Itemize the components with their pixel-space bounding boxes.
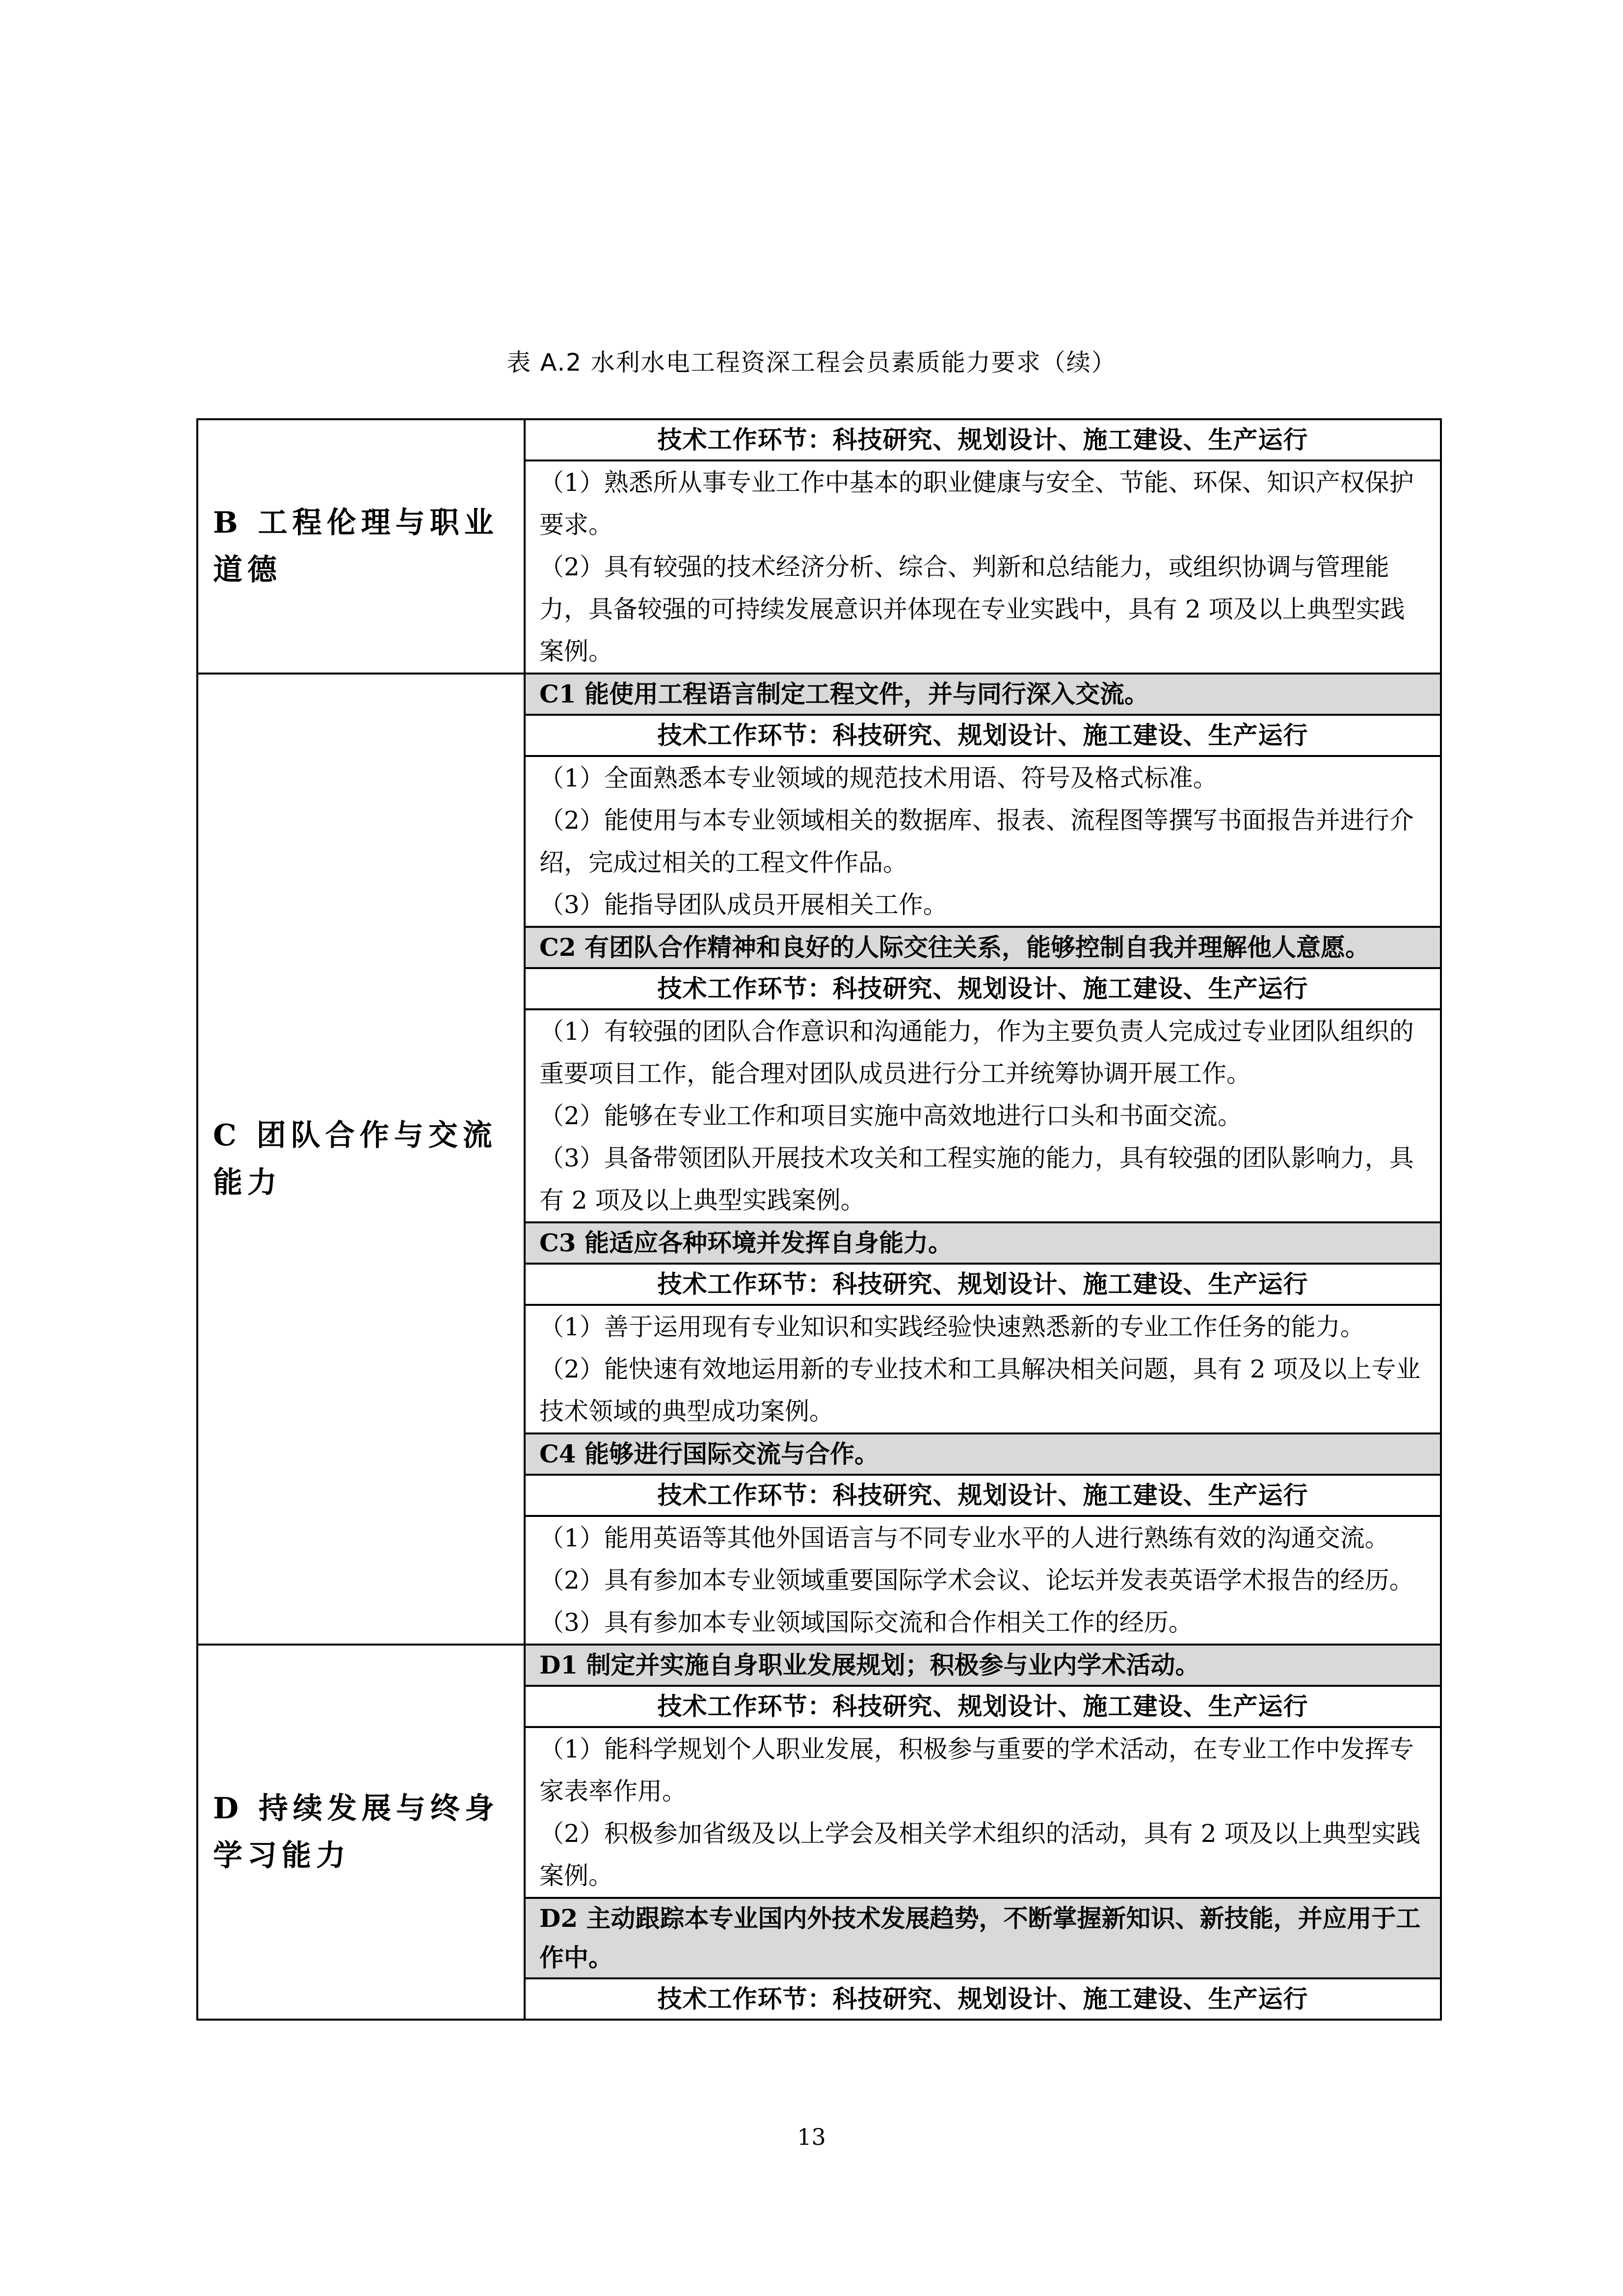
work-stage-cell: 技术工作环节：科技研究、规划设计、施工建设、生产运行 xyxy=(525,968,1441,1009)
work-stage-cell: 技术工作环节：科技研究、规划设计、施工建设、生产运行 xyxy=(525,1264,1441,1305)
work-stage-cell: 技术工作环节：科技研究、规划设计、施工建设、生产运行 xyxy=(525,1978,1441,2020)
requirement-list-cell xyxy=(525,1009,1441,1222)
requirement-list-cell xyxy=(525,460,1441,674)
work-stage-cell: 技术工作环节：科技研究、规划设计、施工建设、生产运行 xyxy=(525,715,1441,756)
requirement-item: （1）能用英语等其他外国语言与不同专业水平的人进行熟练有效的沟通交流。 xyxy=(539,1524,1389,1552)
requirement-item: （1）熟悉所从事专业工作中基本的职业健康与安全、节能、环保、知识产权保护要求。 xyxy=(539,468,1414,539)
section-heading-c3: C3 能适应各种环境并发挥自身能力。 xyxy=(525,1222,1441,1264)
requirement-item: （2）具有参加本专业领域重要国际学术会议、论坛并发表英语学术报告的经历。 xyxy=(539,1566,1414,1594)
section-heading-d1: D1 制定并实施自身职业发展规划；积极参与业内学术活动。 xyxy=(525,1645,1441,1686)
requirement-item: （2）具有较强的技术经济分析、综合、判新和总结能力，或组织协调与管理能力，具备较强的可持续发展意识并体现在专业实践中，具有 2 项及以上典型实践案例。 xyxy=(539,553,1405,666)
requirement-item: （3）具有参加本专业领域国际交流和合作相关工作的经历。 xyxy=(539,1608,1193,1637)
requirement-item: （2）能够在专业工作和项目实施中高效地进行口头和书面交流。 xyxy=(539,1102,1242,1130)
requirement-list-cell xyxy=(525,1727,1441,1898)
category-c-cell: C 团队合作与交流能力 xyxy=(197,674,525,1645)
table-caption: 表 A.2 水利水电工程资深工程会员素质能力要求（续） xyxy=(506,349,1117,377)
work-stage-cell: 技术工作环节：科技研究、规划设计、施工建设、生产运行 xyxy=(525,419,1441,460)
section-heading-c1: C1 能使用工程语言制定工程文件，并与同行深入交流。 xyxy=(525,674,1441,715)
requirement-item: （3）具备带领团队开展技术攻关和工程实施的能力，具有较强的团队影响力，具有 2 项及以上典型实践案例。 xyxy=(539,1144,1414,1215)
requirement-item: （1）善于运用现有专业知识和实践经验快速熟悉新的专业工作任务的能力。 xyxy=(539,1313,1365,1341)
section-heading-c2: C2 有团队合作精神和良好的人际交往关系，能够控制自我并理解他人意愿。 xyxy=(525,927,1441,968)
requirement-item: （2）能使用与本专业领域相关的数据库、报表、流程图等撰写书面报告并进行介绍，完成过相关的工程文件作品。 xyxy=(539,806,1414,877)
requirement-item: （1）全面熟悉本专业领域的规范技术用语、符号及格式标准。 xyxy=(539,764,1218,792)
table-row xyxy=(197,419,1441,460)
requirement-item: （2）积极参加省级及以上学会及相关学术组织的活动，具有 2 项及以上典型实践案例。 xyxy=(539,1819,1421,1890)
work-stage-cell: 技术工作环节：科技研究、规划设计、施工建设、生产运行 xyxy=(525,1686,1441,1727)
work-stage-cell: 技术工作环节：科技研究、规划设计、施工建设、生产运行 xyxy=(525,1475,1441,1516)
category-d-cell: D 持续发展与终身学习能力 xyxy=(197,1645,525,2020)
requirement-item: （3）能指导团队成员开展相关工作。 xyxy=(539,891,948,919)
table-row xyxy=(197,674,1441,715)
section-heading-c4: C4 能够进行国际交流与合作。 xyxy=(525,1433,1441,1475)
requirement-item: （1）有较强的团队合作意识和沟通能力，作为主要负责人完成过专业团队组织的重要项目工作，能合理对团队成员进行分工并统筹协调开展工作。 xyxy=(539,1017,1414,1088)
requirement-list-cell xyxy=(525,1305,1441,1433)
requirement-item: （2）能快速有效地运用新的专业技术和工具解决相关问题，具有 2 项及以上专业技术领域的典型成功案例。 xyxy=(539,1355,1421,1426)
section-heading-d2: D2 主动跟踪本专业国内外技术发展趋势，不断掌握新知识、新技能，并应用于工作中。 xyxy=(525,1898,1441,1978)
table-row xyxy=(197,1645,1441,1686)
page-number: 13 xyxy=(797,2124,826,2150)
requirement-list-cell xyxy=(525,756,1441,927)
category-b-cell: B 工程伦理与职业道德 xyxy=(197,419,525,674)
requirement-list-cell xyxy=(525,1516,1441,1645)
requirement-item: （1）能科学规划个人职业发展，积极参与重要的学术活动，在专业工作中发挥专家表率作用。 xyxy=(539,1735,1414,1806)
requirements-table xyxy=(196,418,1442,2021)
